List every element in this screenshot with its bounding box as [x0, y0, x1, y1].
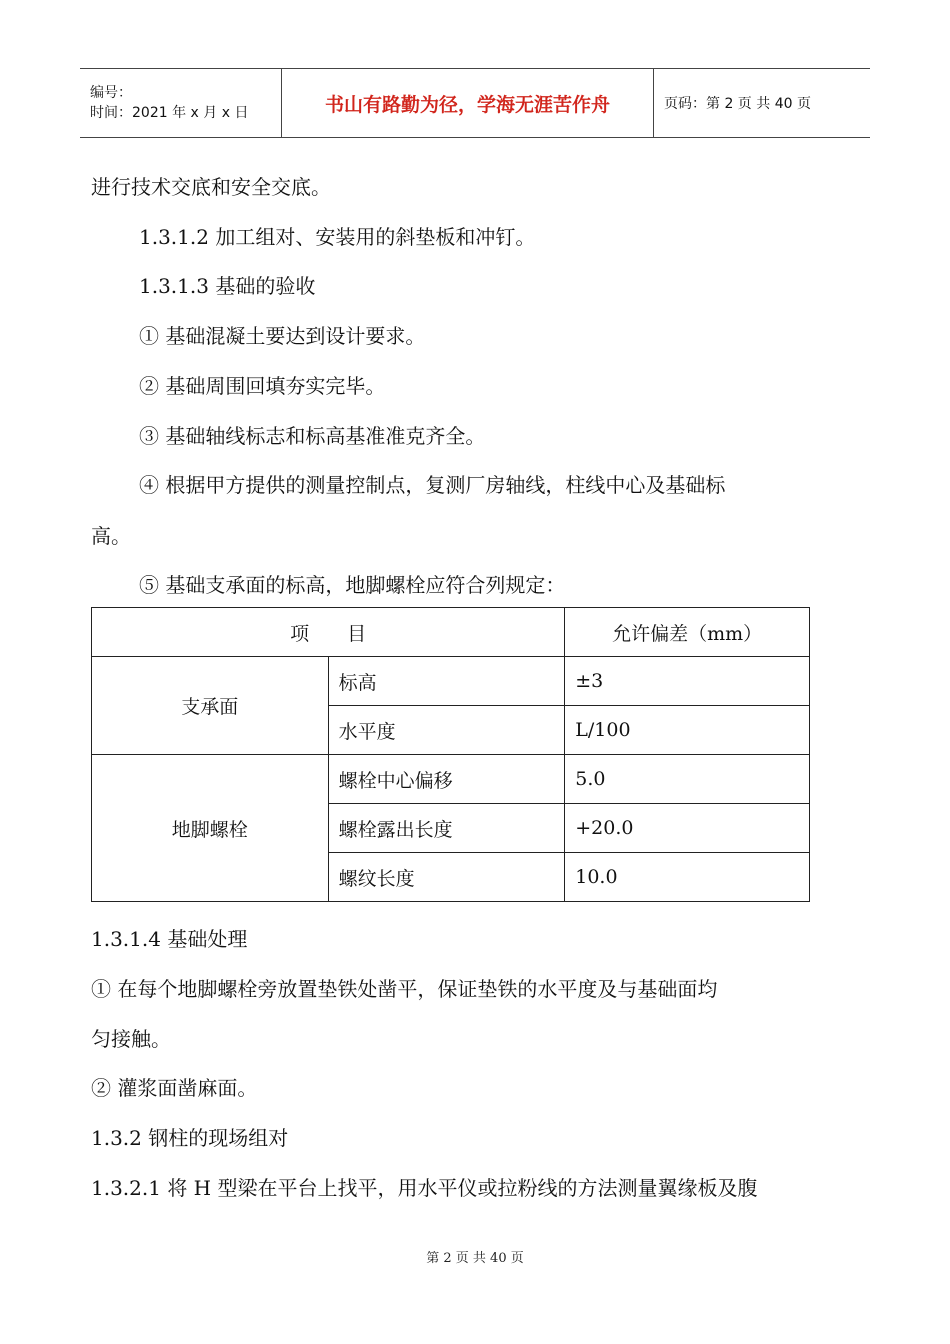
header-page-info — [654, 69, 870, 137]
table-cell-item: 标高 — [328, 657, 565, 706]
body-line: 1.3.2 钢柱的现场组对 — [91, 1126, 289, 1150]
table-row — [92, 755, 810, 804]
header-time: 时间：2021 年 x 月 x 日 — [90, 105, 249, 121]
table-header-item: 项 目 — [92, 608, 565, 657]
body-line: ② 灌浆面凿麻面。 — [91, 1076, 258, 1100]
body-line: ② 基础周围回填夯实完毕。 — [139, 374, 386, 398]
body-line: ① 在每个地脚螺栓旁放置垫铁处凿平，保证垫铁的水平度及与基础面均 — [91, 977, 718, 1001]
body-line: 1.3.1.2 加工组对、安装用的斜垫板和冲钉。 — [139, 225, 536, 249]
table-cell-value: L/100 — [565, 706, 810, 755]
body-line: 1.3.1.3 基础的验收 — [139, 274, 316, 298]
body-line: ① 基础混凝土要达到设计要求。 — [139, 324, 426, 348]
body-line: ⑤ 基础支承面的标高，地脚螺栓应符合列规定： — [139, 573, 566, 597]
table-group-name: 支承面 — [92, 657, 329, 755]
header-page-text: 页码：第 2 页 共 40 页 — [664, 96, 811, 112]
tolerance-table — [91, 607, 810, 902]
table-cell-item: 螺纹长度 — [328, 853, 565, 902]
table-header-row — [92, 608, 810, 657]
body-line: 匀接触。 — [91, 1027, 171, 1051]
table-header-tolerance: 允许偏差（mm） — [565, 608, 810, 657]
header-motto: 书山有路勤为径，学海无涯苦作舟 — [324, 93, 610, 116]
page-footer: 第 2 页 共 40 页 — [426, 1251, 524, 1266]
table-row — [92, 657, 810, 706]
body-line: 高。 — [91, 524, 131, 548]
page-header — [80, 68, 870, 138]
body-line: 1.3.1.4 基础处理 — [91, 927, 248, 951]
body-line: ④ 根据甲方提供的测量控制点，复测厂房轴线，柱线中心及基础标 — [139, 473, 726, 497]
body-line: ③ 基础轴线标志和标高基准准克齐全。 — [139, 424, 486, 448]
body-line: 进行技术交底和安全交底。 — [91, 175, 331, 199]
table-cell-item: 螺栓露出长度 — [328, 804, 565, 853]
table-cell-item: 水平度 — [328, 706, 565, 755]
table-cell-item: 螺栓中心偏移 — [328, 755, 565, 804]
table-cell-value: 5.0 — [565, 755, 810, 804]
body-line: 1.3.2.1 将 H 型梁在平台上找平，用水平仪或拉粉线的方法测量翼缘板及腹 — [91, 1176, 758, 1200]
table-cell-value: +20.0 — [565, 804, 810, 853]
table-cell-value: ±3 — [565, 657, 810, 706]
table-group-name: 地脚螺栓 — [92, 755, 329, 902]
header-motto-cell — [282, 69, 654, 137]
table-cell-value: 10.0 — [565, 853, 810, 902]
header-meta — [80, 69, 282, 137]
header-number: 编号： — [90, 85, 132, 101]
